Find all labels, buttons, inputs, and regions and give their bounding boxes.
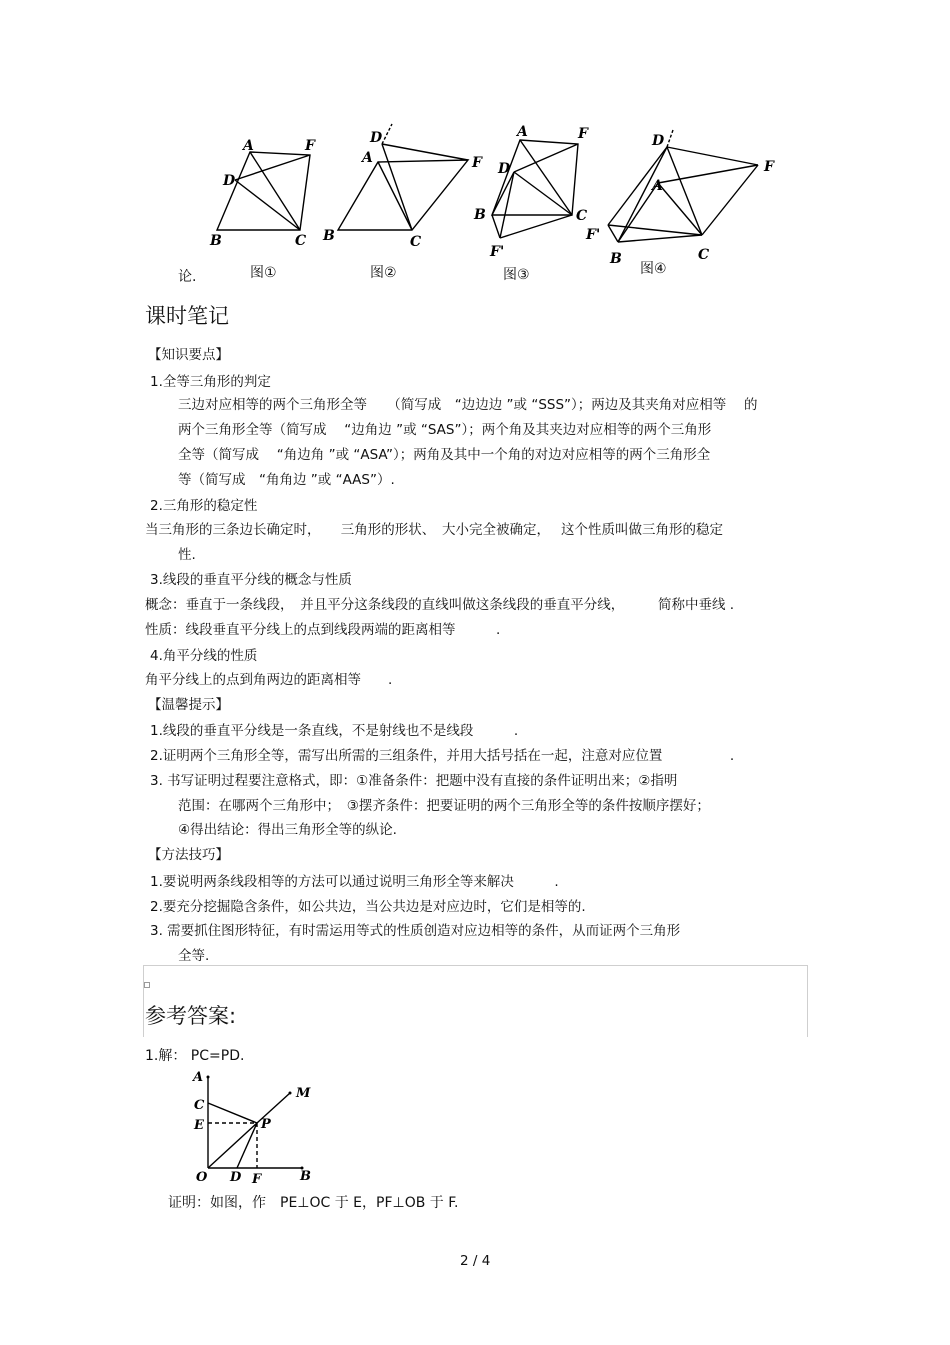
- knowledge-item1-title: 1.全等三角形的判定: [150, 374, 271, 390]
- fig1-label-c: C: [295, 233, 307, 249]
- answer-fig-label-p: P: [261, 1117, 271, 1132]
- fig2-label-b: B: [323, 228, 335, 244]
- fig2-label-c: C: [410, 234, 422, 250]
- fig2-label-a: A: [362, 150, 373, 166]
- tips-line: ④得出结论：得出三角形全等的纵论.: [178, 822, 397, 838]
- knowledge-item3-line: 性质：线段垂直平分线上的点到线段两端的距离相等 .: [145, 622, 501, 638]
- fig3-label-a: A: [517, 124, 528, 140]
- answer-box-top: [143, 965, 808, 966]
- fig3-caption: 图③: [503, 267, 530, 283]
- fig3-label-c: C: [576, 208, 588, 224]
- knowledge-item4-title: 4.角平分线的性质: [150, 648, 258, 664]
- answer-proof: 证明：如图，作 PE⊥OC 于 E，PF⊥OB 于 F.: [168, 1195, 459, 1211]
- knowledge-item3-line: 概念：垂直于一条线段， 并且平分这条线段的直线叫做这条线段的垂直平分线， 简称中垂线 .: [145, 597, 735, 613]
- figure-2: [320, 122, 490, 252]
- figure-1: [205, 135, 325, 255]
- fig2-label-f: F: [472, 155, 482, 171]
- answer-box-left: [143, 965, 144, 1037]
- answer-figure: [190, 1065, 325, 1190]
- answer-fig-label-f: F: [252, 1172, 262, 1187]
- fig4-label-d: D: [652, 133, 665, 149]
- fig1-label-a: A: [243, 138, 254, 154]
- fig2-caption: 图②: [370, 265, 397, 281]
- fig1-caption: 图①: [250, 265, 277, 281]
- answer-fig-label-d: D: [230, 1170, 242, 1185]
- page-number: 2 / 4: [460, 1253, 491, 1269]
- tips-line: 2.证明两个三角形全等，需写出所需的三组条件，并用大括号括在一起，注意对应位置 .: [150, 748, 735, 764]
- methods-line: 1.要说明两条线段相等的方法可以通过说明三角形全等来解决 .: [150, 874, 559, 890]
- methods-line: 2.要充分挖掘隐含条件，如公共边，当公共边是对应边时，它们是相等的.: [150, 899, 586, 915]
- answer-q1: 1.解： PC=PD.: [145, 1048, 245, 1064]
- answer-fig-label-b: B: [300, 1169, 311, 1184]
- fig1-label-b: B: [210, 233, 222, 249]
- answer-box-right: [807, 965, 808, 1037]
- tips-line: 范围：在哪两个三角形中； ③摆齐条件：把要证明的两个三角形全等的条件按顺序摆好；: [178, 798, 710, 814]
- answer-fig-label-a: A: [193, 1070, 204, 1085]
- tips-line: 3. 书写证明过程要注意格式，即：①准备条件：把题中没有直接的条件证明出来；②指明: [150, 773, 678, 789]
- answers-title: 参考答案:: [145, 1004, 237, 1028]
- fig4-label-f-prime: F': [586, 227, 601, 243]
- methods-line: 3. 需要抓住图形特征，有时需运用等式的性质创造对应边相等的条件，从而证两个三角形: [150, 923, 681, 939]
- fig4-label-b: B: [610, 251, 622, 267]
- knowledge-item3-title: 3.线段的垂直平分线的概念与性质: [150, 572, 352, 588]
- tips-heading: 【温馨提示】: [148, 697, 229, 713]
- tips-line: 1.线段的垂直平分线是一条直线，不是射线也不是线段 .: [150, 723, 519, 739]
- methods-heading: 【方法技巧】: [148, 847, 229, 863]
- answer-fig-label-e: E: [194, 1118, 204, 1133]
- fig4-label-f: F: [764, 159, 774, 175]
- knowledge-item2-line: 性.: [178, 547, 196, 563]
- knowledge-item2-line: 当三角形的三条边长确定时， 三角形的形状、 大小完全被确定， 这个性质叫做三角形的稳定: [145, 522, 724, 538]
- knowledge-item1-line: 三边对应相等的两个三角形全等 （简写成 “边边边 ”或 “SSS”）；两边及其夹角对应相等 的: [178, 397, 758, 413]
- fig4-label-a: A: [652, 178, 663, 194]
- knowledge-heading: 【知识要点】: [148, 347, 229, 363]
- fig3-label-f-prime: F': [490, 244, 505, 260]
- answer-fig-label-m: M: [296, 1086, 311, 1101]
- section-title: 课时笔记: [145, 304, 229, 328]
- knowledge-item1-line: 全等（简写成 “角边角 ”或 “ASA”）；两角及其中一个角的对边对应相等的两个三角形全: [178, 447, 711, 463]
- answer-fig-label-c: C: [194, 1098, 205, 1113]
- answer-fig-label-o: O: [196, 1170, 208, 1185]
- fig3-label-b: B: [474, 207, 486, 223]
- fig4-label-c: C: [698, 247, 710, 263]
- figure-4: [580, 125, 780, 270]
- knowledge-item4-line: 角平分线上的点到角两边的距离相等 .: [145, 672, 393, 688]
- fig3-label-d: D: [498, 161, 511, 177]
- methods-line: 全等.: [178, 948, 210, 964]
- fig4-caption: 图④: [640, 261, 667, 277]
- fig3-label-f: F: [578, 126, 588, 142]
- fig2-label-d: D: [370, 130, 383, 146]
- prefix-text: 论.: [178, 269, 197, 285]
- knowledge-item2-title: 2.三角形的稳定性: [150, 498, 258, 514]
- knowledge-item1-line: 等（简写成 “角角边 ”或 “AAS”）.: [178, 472, 395, 488]
- knowledge-item1-line: 两个三角形全等（简写成 “边角边 ”或 “SAS”）；两个角及其夹边对应相等的两个三角形: [178, 422, 712, 438]
- fig1-label-d: D: [223, 173, 236, 189]
- anchor-marker: [144, 982, 150, 988]
- fig1-label-f: F: [305, 138, 315, 154]
